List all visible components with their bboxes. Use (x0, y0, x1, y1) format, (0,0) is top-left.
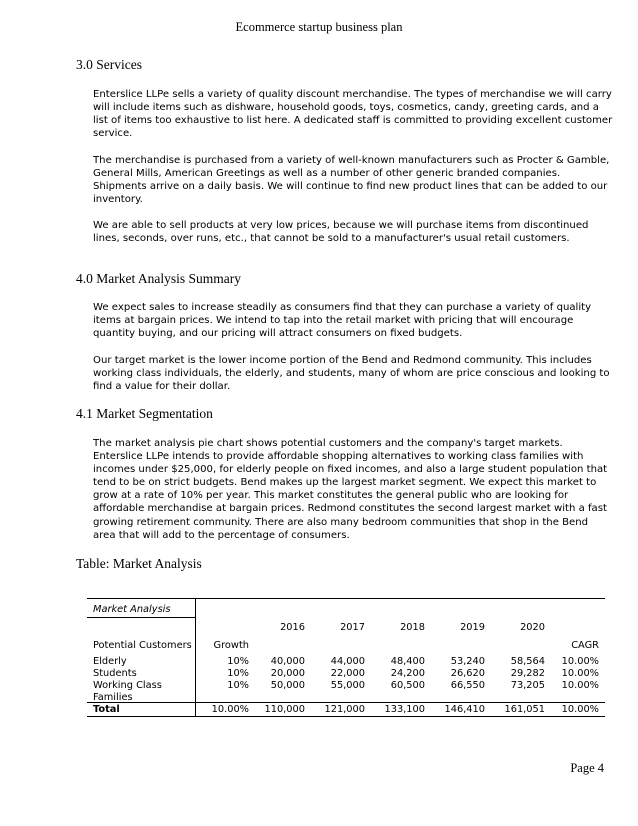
table-caption: Table: Market Analysis (76, 556, 202, 571)
cagr-value: 10.00% (561, 656, 599, 667)
table-top-rule (87, 598, 605, 599)
page-header-title: Ecommerce startup business plan (235, 20, 403, 34)
table-title: Market Analysis (93, 604, 171, 615)
year-header: 2017 (340, 622, 365, 633)
row-value: 20,000 (270, 668, 305, 679)
growth-value: 10% (227, 680, 249, 691)
table-total-rule (87, 702, 605, 703)
row-label: Working Class (93, 680, 162, 691)
table-bottom-rule (87, 716, 605, 717)
services-paragraph-2: The merchandise is purchased from a variety of well-known manufacturers such as Procter & Gamble, General Mills, American Greetings as well as a number of other generic branded companies. Shipments arrive on a daily basis. We will continue to find new product lines that can be added to our inventory. (93, 155, 610, 206)
cagr-value: 10.00% (561, 668, 599, 679)
year-header: 2019 (460, 622, 485, 633)
row-value: 48,400 (390, 656, 425, 667)
services-paragraph-1: Enterslice LLPe sells a variety of quality discount merchandise. The types of merchandise we will carry will include items such as dishware, household goods, toys, cosmetics, candy, greeting cards, and a list of items too exhaustive to list here. A dedicated staff is committed to providing excellent customer service. (93, 89, 613, 140)
growth-value: 10% (227, 656, 249, 667)
section-heading-market-segmentation: 4.1 Market Segmentation (76, 406, 213, 421)
total-value: 121,000 (324, 704, 365, 715)
row-value: 58,564 (510, 656, 545, 667)
year-header: 2020 (520, 622, 545, 633)
market-summary-paragraph-2: Our target market is the lower income portion of the Bend and Redmond community. This includes working class individuals, the elderly, and students, many of whom are price conscious and looking to find a value for their dollar. (93, 355, 610, 393)
section-heading-services: 3.0 Services (76, 57, 142, 72)
cagr-value: 10.00% (561, 680, 599, 691)
services-paragraph-3: We are able to sell products at very low prices, because we will purchase items from discontinued lines, seconds, over runs, etc., that cannot be sold to a manufacturer's usual retail customers. (93, 220, 589, 245)
market-segmentation-paragraph: The market analysis pie chart shows potential customers and the company's target markets. Enterslice LLPe intends to provide affordable shopping alternatives to working class families with incomes under $25,000, for elderly people on fixed incomes, and also a large student population that tend to be on strict budgets. Bend makes up the largest market segment. We expect this market to grow at a rate of 10% per year. This market constitutes the general public who are looking for affordable merchandise at bargain prices. Redmond constitutes the second largest market with a fast growing retirement community. There are also many bedroom communities that shop in the Bend area that will add to the percentage of consumers. (93, 438, 608, 541)
growth-header: Growth (213, 640, 249, 651)
year-header: 2018 (400, 622, 425, 633)
row-label-continued: Families (93, 692, 133, 703)
row-value: 44,000 (330, 656, 365, 667)
total-cagr: 10.00% (561, 704, 599, 715)
row-value: 40,000 (270, 656, 305, 667)
market-summary-paragraph-1: We expect sales to increase steadily as consumers find that they can purchase a variety of quality items at bargain prices. We intend to tap into the retail market with pricing that will encourage quantity buying, and our pricing will attract consumers on fixed budgets. (93, 302, 592, 340)
table-column-divider (195, 598, 196, 716)
page-number: Page 4 (570, 761, 604, 775)
year-header: 2016 (280, 622, 305, 633)
row-value: 50,000 (270, 680, 305, 691)
row-value: 22,000 (330, 668, 365, 679)
section-heading-market-analysis-summary: 4.0 Market Analysis Summary (76, 271, 241, 286)
cagr-header: CAGR (571, 640, 599, 651)
row-value: 26,620 (450, 668, 485, 679)
potential-customers-label: Potential Customers (93, 640, 192, 651)
total-value: 110,000 (264, 704, 305, 715)
row-value: 66,550 (450, 680, 485, 691)
table-title-underline (87, 617, 195, 618)
total-label: Total (93, 704, 120, 715)
row-label: Students (93, 668, 137, 679)
row-value: 24,200 (390, 668, 425, 679)
total-value: 146,410 (444, 704, 485, 715)
row-value: 53,240 (450, 656, 485, 667)
growth-value: 10% (227, 668, 249, 679)
total-growth: 10.00% (211, 704, 249, 715)
row-label: Elderly (93, 656, 127, 667)
row-value: 29,282 (510, 668, 545, 679)
total-value: 161,051 (504, 704, 545, 715)
row-value: 60,500 (390, 680, 425, 691)
row-value: 73,205 (510, 680, 545, 691)
row-value: 55,000 (330, 680, 365, 691)
total-value: 133,100 (384, 704, 425, 715)
